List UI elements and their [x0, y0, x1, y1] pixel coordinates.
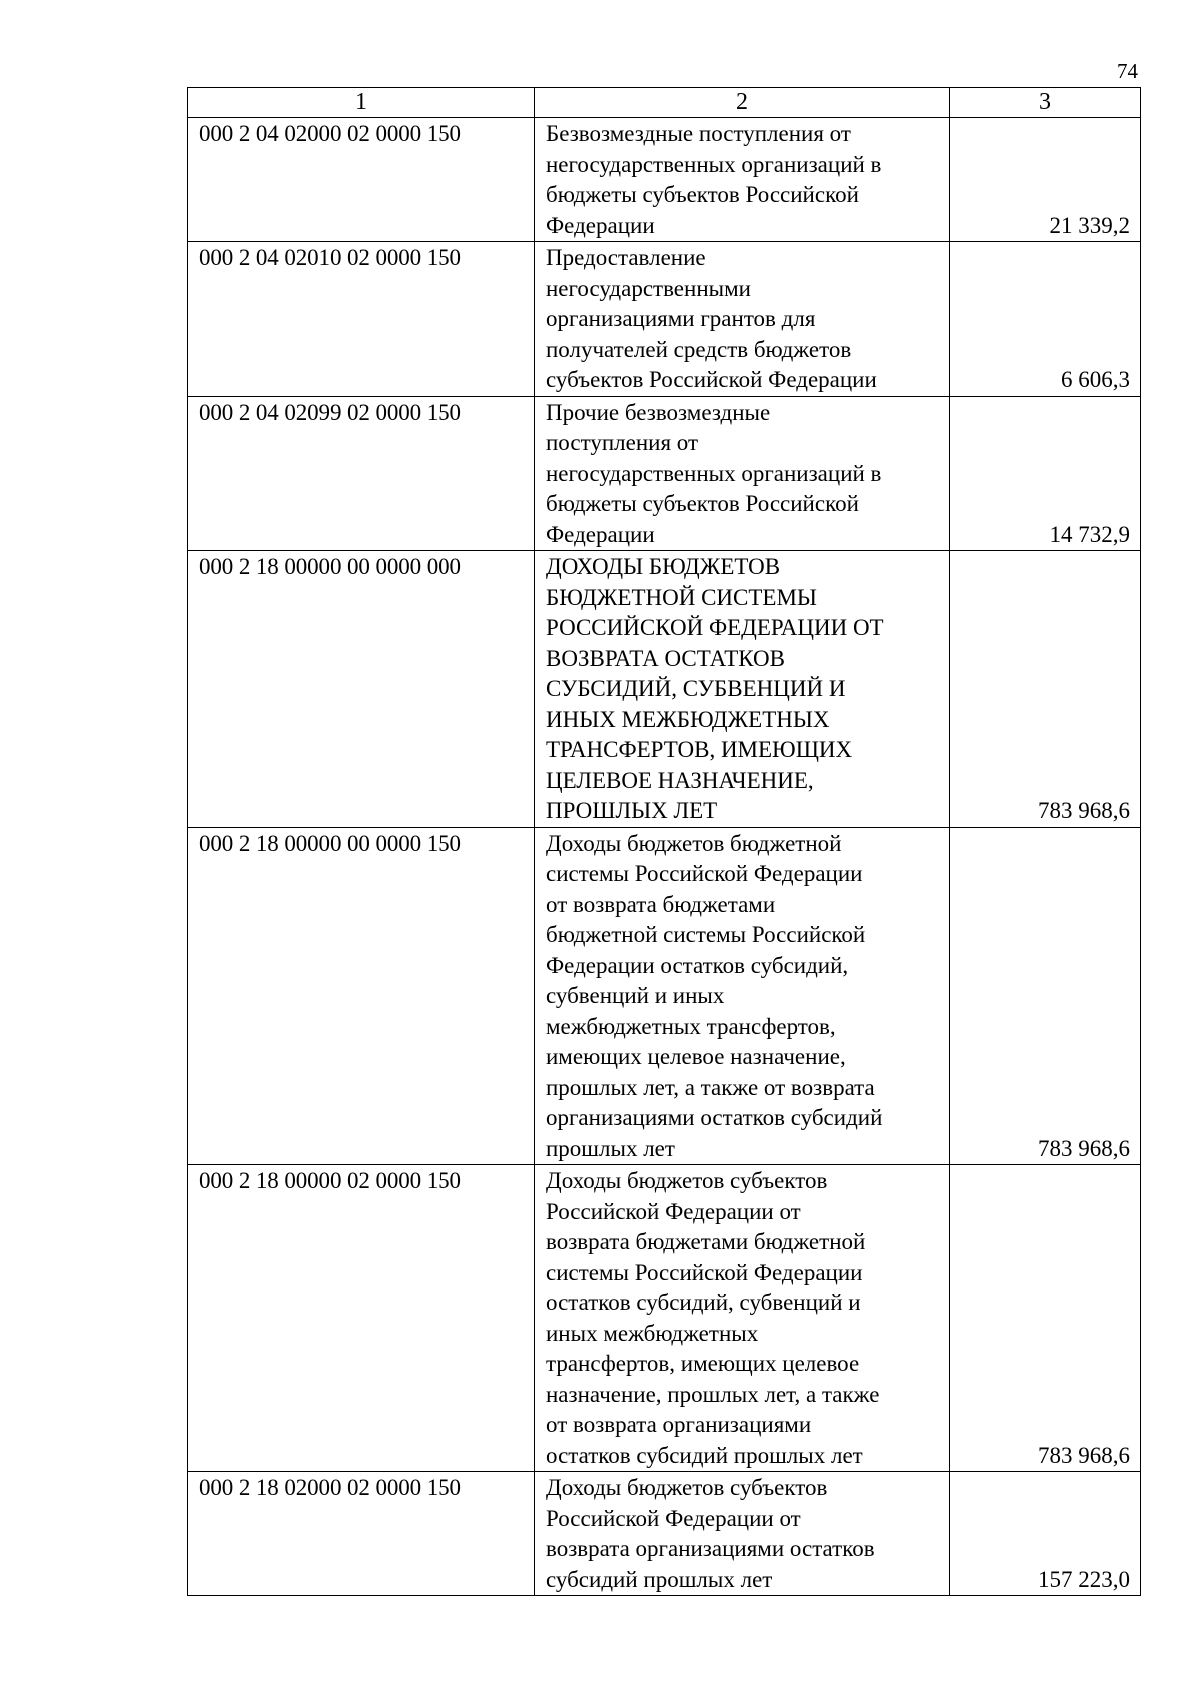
table-header-row — [188, 88, 1141, 118]
row-amount: 783 968,6 — [950, 827, 1141, 1165]
row-code: 000 2 18 00000 02 0000 150 — [188, 1165, 535, 1472]
row-description: Безвозмездные поступления от негосударственных организаций в бюджеты субъектов Российской Федерации — [535, 118, 950, 242]
row-description: ДОХОДЫ БЮДЖЕТОВ БЮДЖЕТНОЙ СИСТЕМЫ РОССИЙСКОЙ ФЕДЕРАЦИИ ОТ ВОЗВРАТА ОСТАТКОВ СУБСИДИЙ, СУБВЕНЦИЙ И ИНЫХ МЕЖБЮДЖЕТНЫХ ТРАНСФЕРТОВ, ИМЕЮЩИХ ЦЕЛЕВОЕ НАЗНАЧЕНИЕ, ПРОШЛЫХ ЛЕТ — [535, 551, 950, 828]
row-code: 000 2 18 02000 02 0000 150 — [188, 1472, 535, 1596]
table-row — [188, 242, 1141, 397]
row-code: 000 2 18 00000 00 0000 150 — [188, 827, 535, 1165]
row-code: 000 2 04 02000 02 0000 150 — [188, 118, 535, 242]
table-row — [188, 551, 1141, 828]
page-number: 74 — [1117, 59, 1138, 83]
row-code: 000 2 18 00000 00 0000 000 — [188, 551, 535, 828]
table-row — [188, 1165, 1141, 1472]
row-code: 000 2 04 02010 02 0000 150 — [188, 242, 535, 397]
table-row — [188, 1472, 1141, 1596]
row-amount: 157 223,0 — [950, 1472, 1141, 1596]
row-description: Доходы бюджетов субъектов Российской Федерации от возврата организациями остатков субсидий прошлых лет — [535, 1472, 950, 1596]
row-description: Доходы бюджетов субъектов Российской Федерации от возврата бюджетами бюджетной системы Российской Федерации остатков субсидий, субвенций и иных межбюджетных трансфертов, имеющих целевое назначение, прошлых лет, а также от возврата организациями остатков субсидий прошлых лет — [535, 1165, 950, 1472]
column-header-code: 1 — [188, 88, 535, 118]
row-amount: 783 968,6 — [950, 1165, 1141, 1472]
row-amount: 21 339,2 — [950, 118, 1141, 242]
row-amount: 6 606,3 — [950, 242, 1141, 397]
row-amount: 783 968,6 — [950, 551, 1141, 828]
table-row — [188, 827, 1141, 1165]
budget-revenue-table — [187, 87, 1141, 1596]
row-code: 000 2 04 02099 02 0000 150 — [188, 396, 535, 551]
row-description: Предоставление негосударственными организациями грантов для получателей средств бюджетов субъектов Российской Федерации — [535, 242, 950, 397]
table-row — [188, 118, 1141, 242]
column-header-amount: 3 — [950, 88, 1141, 118]
column-header-description: 2 — [535, 88, 950, 118]
row-description: Доходы бюджетов бюджетной системы Российской Федерации от возврата бюджетами бюджетной системы Российской Федерации остатков субсидий, субвенций и иных межбюджетных трансфертов, имеющих целевое назначение, прошлых лет, а также от возврата организациями остатков субсидий прошлых лет — [535, 827, 950, 1165]
row-description: Прочие безвозмездные поступления от негосударственных организаций в бюджеты субъектов Российской Федерации — [535, 396, 950, 551]
row-amount: 14 732,9 — [950, 396, 1141, 551]
table-row — [188, 396, 1141, 551]
